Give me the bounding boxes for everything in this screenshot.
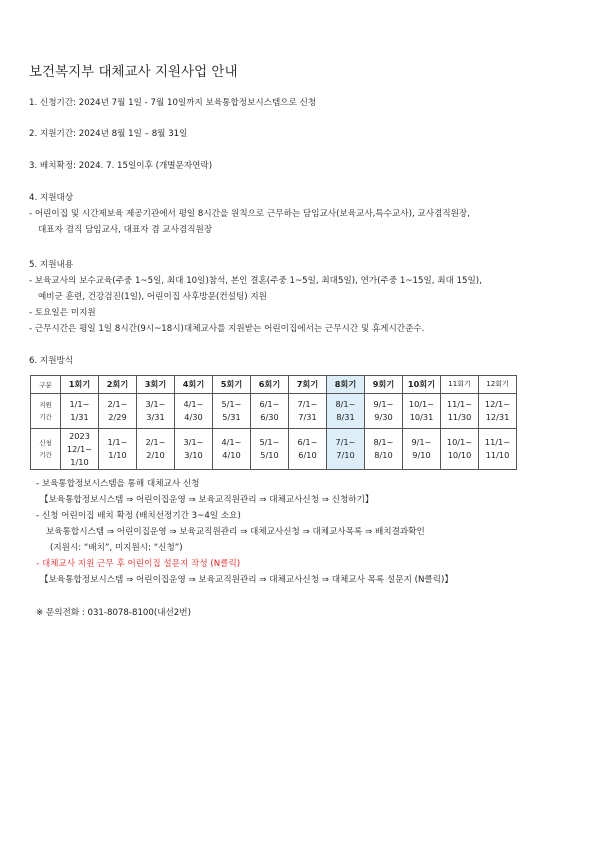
support-period-cell	[441, 394, 479, 429]
apply-period-cell-line: 3/1~	[183, 437, 204, 447]
method-1-path: 【보육통합정보시스템 ⇒ 어린이집운영 ⇒ 보육교직원관리 ⇒ 대체교사신청 ⇒ 신청하기】	[40, 495, 374, 505]
support-period-cell-line: 6/30	[260, 412, 279, 422]
round-header: 5회기	[213, 376, 251, 394]
apply-period-cell-line: 2/1~	[145, 437, 166, 447]
row-label-apply	[31, 429, 61, 470]
row-label-apply-line: 신청	[39, 439, 52, 447]
support-period-cell-line: 3/1~	[145, 399, 166, 409]
support-period-cell-line: 10/1~	[408, 399, 435, 409]
support-period: 2. 지원기간: 2024년 8월 1일 – 8월 31일	[29, 129, 188, 139]
support-period-cell-line: 6/1~	[259, 399, 280, 409]
apply-period-cell-line: 11/1~	[484, 437, 511, 447]
apply-period-cell	[403, 429, 441, 470]
apply-period-cell-line: 1/10	[108, 450, 127, 460]
page-title: 보건복지부 대체교사 지원사업 안내	[29, 64, 238, 80]
support-period-cell	[365, 394, 403, 429]
apply-period-cell-line: 12/1~	[66, 443, 93, 454]
content-line-3: - 토요일은 미지원	[29, 308, 96, 318]
apply-period-cell-line: 6/10	[298, 450, 317, 460]
support-period-cell-line: 8/1~	[335, 399, 356, 409]
support-period-cell-line: 1/1~	[69, 399, 90, 409]
method-1: - 보육통합정보시스템을 통해 대체교사 신청	[36, 479, 200, 489]
apply-period-cell	[479, 429, 517, 470]
round-header: 6회기	[251, 376, 289, 394]
round-header: 7회기	[289, 376, 327, 394]
apply-period-cell-line: 1/10	[70, 456, 89, 467]
round-header: 2회기	[99, 376, 137, 394]
round-header: 10회기	[403, 376, 441, 394]
support-period-cell	[61, 394, 99, 429]
apply-period-cell-line: 10/1~	[446, 437, 473, 447]
support-period-cell-line: 2/29	[108, 412, 127, 422]
round-header: 9회기	[365, 376, 403, 394]
round-header: 8회기	[327, 376, 365, 394]
apply-period-cell-line: 2/10	[146, 450, 165, 460]
apply-period-cell-line: 3/10	[184, 450, 203, 460]
support-period-cell	[175, 394, 213, 429]
round-header: 1회기	[61, 376, 99, 394]
apply-period-cell-line: 10/10	[447, 450, 472, 460]
apply-period-cell	[365, 429, 403, 470]
round-header: 11회기	[441, 376, 479, 394]
apply-period-cell-line: 7/10	[336, 450, 355, 460]
apply-period-cell-line: 2023	[69, 430, 90, 441]
support-period-cell	[403, 394, 441, 429]
support-period-cell	[137, 394, 175, 429]
support-period-cell-line: 7/1~	[297, 399, 318, 409]
row-label-support	[31, 394, 61, 429]
round-header: 3회기	[137, 376, 175, 394]
support-period-cell-line: 2/1~	[107, 399, 128, 409]
target-line-2: 대표자 겸직 담임교사, 대표자 겸 교사겸직원장	[38, 225, 213, 235]
support-period-cell-line: 11/30	[447, 412, 472, 422]
table-row-support	[31, 394, 517, 429]
row-label-support-line: 지원	[39, 401, 52, 409]
apply-period-cell-line: 4/1~	[221, 437, 242, 447]
method-3-path: 【보육통합정보시스템 ⇒ 어린이집운영 ⇒ 보육교직원관리 ⇒ 대체교사신청 ⇒ 대체교사 목록 설문지 (N클릭)】	[40, 575, 453, 585]
apply-period-cell	[99, 429, 137, 470]
support-period-cell-line: 9/30	[374, 412, 393, 422]
apply-period-cell-line: 8/1~	[373, 437, 394, 447]
apply-period: 1. 신청기간: 2024년 7월 1일 - 7월 10일까지 보육통합정보시스템으로 신청	[29, 98, 317, 108]
apply-period-cell-line: 11/10	[485, 450, 510, 460]
apply-period-cell	[175, 429, 213, 470]
apply-period-cell	[213, 429, 251, 470]
round-header: 4회기	[175, 376, 213, 394]
method-2-note: (지원시: “배치”, 미지원시: “신청”)	[50, 543, 183, 553]
support-period-cell	[289, 394, 327, 429]
support-period-cell-line: 12/31	[485, 412, 510, 422]
support-period-cell	[327, 394, 365, 429]
apply-period-cell-line: 7/1~	[335, 437, 356, 447]
content-line-4: - 근무시간은 평일 1일 8시간(9시~18시)대체교사를 지원받는 어린이집에서는 근무시간 및 휴게시간준수.	[29, 324, 425, 334]
apply-period-cell	[251, 429, 289, 470]
apply-period-cell	[289, 429, 327, 470]
placement-date: 3. 배치확정: 2024. 7. 15일이후 (개별문자연락)	[29, 161, 213, 171]
apply-period-cell-line: 8/10	[374, 450, 393, 460]
table-header-label: 구분	[31, 376, 61, 394]
apply-period-cell-line: 5/1~	[259, 437, 280, 447]
method-heading: 6. 지원방식	[29, 356, 74, 366]
support-period-cell	[251, 394, 289, 429]
support-period-cell	[479, 394, 517, 429]
target-line-1: - 어린이집 및 시간제보육 제공기관에서 평일 8시간을 원칙으로 근무하는 담임교사(보육교사,특수교사), 교사겸직원장,	[29, 209, 470, 219]
support-period-cell-line: 8/31	[336, 412, 355, 422]
apply-period-cell-line: 9/1~	[411, 437, 432, 447]
support-period-cell	[213, 394, 251, 429]
support-period-cell	[99, 394, 137, 429]
row-label-support-line: 기간	[39, 413, 52, 421]
apply-period-cell	[137, 429, 175, 470]
apply-period-cell	[441, 429, 479, 470]
support-period-cell-line: 1/31	[70, 412, 89, 422]
apply-period-cell-line: 6/1~	[297, 437, 318, 447]
method-2: - 신청 어린이집 배치 확정 (배치선정기간 3~4일 소요)	[36, 511, 241, 521]
apply-period-cell-line: 4/10	[222, 450, 241, 460]
support-period-cell-line: 10/31	[409, 412, 434, 422]
support-period-cell-line: 4/30	[184, 412, 203, 422]
round-header: 12회기	[479, 376, 517, 394]
support-period-cell-line: 11/1~	[446, 399, 473, 409]
apply-period-cell-line: 5/10	[260, 450, 279, 460]
support-period-cell-line: 12/1~	[484, 399, 511, 409]
apply-period-cell	[61, 429, 99, 470]
support-period-cell-line: 5/31	[222, 412, 241, 422]
support-period-cell-line: 4/1~	[183, 399, 204, 409]
apply-period-cell-line: 1/1~	[107, 437, 128, 447]
method-2-path: 보육통합시스템 ⇒ 어린이집운영 ⇒ 보육교직원관리 ⇒ 대체교사신청 ⇒ 대체교사목록 ⇒ 배치결과확인	[46, 527, 425, 537]
content-heading: 5. 지원내용	[29, 260, 74, 270]
table-row-apply	[31, 429, 517, 470]
target-heading: 4. 지원대상	[29, 193, 74, 203]
content-line-1: - 보육교사의 보수교육(주중 1~5일, 최대 10일)참석, 본인 결혼(주중 1~5일, 최대5일), 연가(주중 1~15일, 최대 15일),	[29, 276, 482, 286]
apply-period-cell	[327, 429, 365, 470]
contact-info: ※ 문의전화 : 031-8078-8100(내선2번)	[36, 608, 191, 618]
support-period-cell-line: 5/1~	[221, 399, 242, 409]
content-line-2: 예비군 훈련, 건강검진(1일), 어린이집 사후방문(컨설팅) 지원	[38, 292, 267, 302]
apply-period-cell-line: 9/10	[412, 450, 431, 460]
support-period-cell-line: 9/1~	[373, 399, 394, 409]
support-period-cell-line: 3/31	[146, 412, 165, 422]
table-header-row	[31, 376, 517, 394]
schedule-table	[30, 375, 517, 470]
method-3: - 대체교사 지원 근무 후 어린이집 설문지 작성 (N클릭)	[36, 559, 241, 569]
support-period-cell-line: 7/31	[298, 412, 317, 422]
row-label-apply-line: 기간	[39, 451, 52, 459]
